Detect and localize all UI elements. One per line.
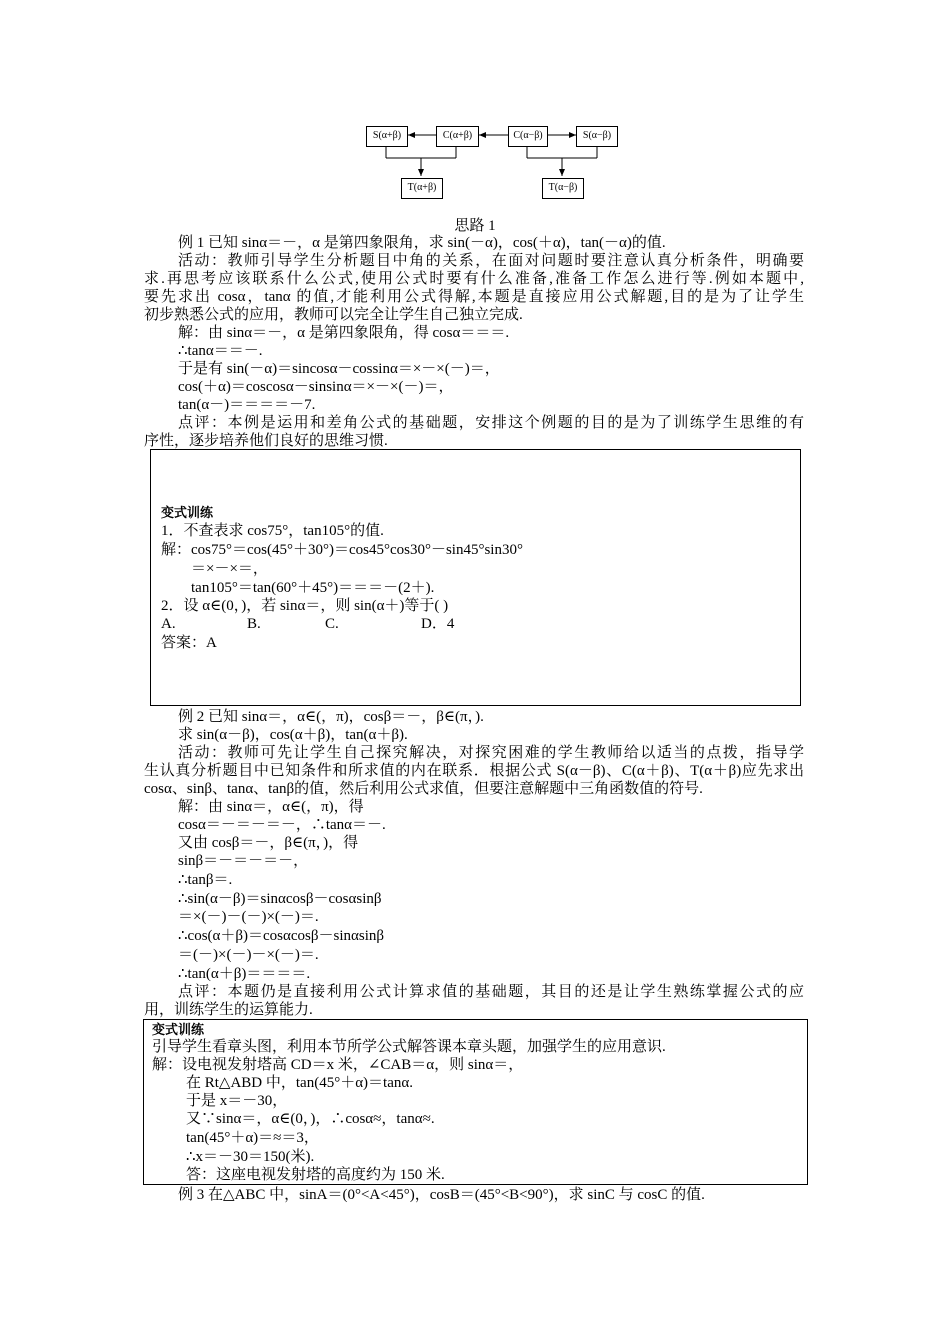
training1-option-a: A. (161, 616, 176, 632)
ex2-solution-line: 解：由 sinα＝，α∈(，π)，得 (178, 799, 364, 815)
box-s-plus: S(α+β) (366, 126, 408, 147)
training1-option-d: D．4 (421, 616, 455, 632)
ex3-question: 例 3 在△ABC 中，sinA＝(0°<A<45°)，cosB＝(45°<B<90°)，求 sinC 与 cosC 的值. (178, 1187, 705, 1203)
training-box-2 (143, 1019, 808, 1185)
box-s-minus: S(α−β) (576, 126, 618, 147)
training1-line: 2．设 α∈(0，)，若 sinα＝，则 sin(α＋)等于( ) (161, 598, 449, 614)
training2-line: ∴x＝－30＝150(米). (186, 1149, 315, 1165)
ex2-comment-line: 点评：本题仍是直接利用公式计算求值的基础题，其目的还是让学生熟练掌握公式的应 (178, 984, 804, 1000)
diagram-connectors (0, 0, 950, 210)
box-t-plus: T(α+β) (401, 178, 443, 199)
box-c-plus: C(α+β) (436, 126, 479, 147)
box-c-minus: C(α−β) (508, 126, 548, 147)
ex2-solution-line: ∴tan(α＋β)＝＝＝＝. (178, 966, 311, 982)
caption: 思路 1 (454, 218, 496, 234)
ex2-question-line: 求 sin(α－β)，cos(α＋β)，tan(α＋β). (178, 727, 408, 743)
training2-title: 变式训练 (152, 1022, 205, 1037)
ex1-activity-line: 初步熟悉公式的应用，教师可以完全让学生自己独立完成. (144, 307, 523, 323)
ex2-solution-line: ∴sin(α－β)＝sinαcosβ－cosαsinβ (178, 891, 382, 907)
training2-line: 于是 x＝－30， (186, 1093, 288, 1109)
ex2-comment-line: 用，训练学生的运算能力. (144, 1002, 313, 1018)
training1-title: 变式训练 (161, 505, 214, 520)
ex1-activity-line: 要先求出 cosα，tanα 的值,才能利用公式得解,本题是直接应用公式解题,目的是为了让学生 (144, 289, 804, 305)
ex1-activity-line: 活动：教师引导学生分析题目中角的关系，在面对问题时要注意认真分析条件，明确要 (178, 253, 804, 269)
ex2-solution-line: cosα＝－＝－＝－，∴tanα＝－. (178, 817, 386, 833)
ex1-activity-line: 求.再思考应该联系什么公式,使用公式时要有什么准备,准备工作怎么进行等.例如本题中, (144, 271, 804, 287)
ex1-solution-line: cos(＋α)＝coscosα－sinsinα＝×－×(－)＝， (178, 379, 454, 395)
ex1-question: 例 1 已知 sinα＝－，α 是第四象限角，求 sin(－α)，cos(＋α)，tan(－α)的值. (178, 235, 666, 251)
ex1-solution-line: ∴tanα＝＝－. (178, 343, 263, 359)
training1-line: tan105°＝tan(60°＋45°)＝＝＝－(2＋). (191, 580, 435, 596)
ex1-solution-line: 于是有 sin(－α)＝sincosα－cossinα＝×－×(－)＝， (178, 361, 500, 377)
training-box-1 (150, 449, 801, 706)
training1-option-b: B. (247, 616, 261, 632)
training1-option-c: C. (325, 616, 339, 632)
ex2-solution-line: ∴cos(α＋β)＝cosαcosβ－sinαsinβ (178, 928, 385, 944)
ex2-solution-line: ∴tanβ＝. (178, 872, 233, 888)
training2-line: tan(45°＋α)＝≈＝3， (186, 1130, 319, 1146)
training2-line: 又∵sinα＝，α∈(0，)，∴cosα≈，tanα≈. (186, 1111, 435, 1127)
training1-line: ＝×－×＝， (191, 561, 268, 577)
training1-line: 解：cos75°＝cos(45°＋30°)＝cos45°cos30°－sin45°sin30° (161, 542, 523, 558)
ex2-activity-line: 活动：教师可先让学生自己探究解决，对探究困难的学生教师给以适当的点拨，指导学 (178, 745, 804, 761)
training1-line: 1．不查表求 cos75°，tan105°的值. (161, 523, 384, 539)
ex2-solution-line: ＝(－)×(－)－×(－)＝. (178, 947, 319, 963)
ex1-comment-line: 点评：本例是运用和差角公式的基础题，安排这个例题的目的是为了训练学生思维的有 (178, 415, 804, 431)
ex1-comment-line: 序性，逐步培养他们良好的思维习惯. (144, 433, 388, 449)
ex2-solution-line: ＝×(－)－(－)×(－)＝. (178, 909, 319, 925)
ex1-solution-line: 解：由 sinα＝－，α 是第四象限角，得 cosα＝＝＝. (178, 325, 510, 341)
ex2-activity-line: 生认真分析题目中已知条件和所求值的内在联系．根据公式 S(α－β)、C(α＋β)、T(α＋β)应先求出 (144, 763, 804, 779)
training2-line: 答：这座电视发射塔的高度约为 150 米. (186, 1167, 445, 1183)
ex2-question-line: 例 2 已知 sinα＝，α∈(，π)，cosβ＝－，β∈(π，). (178, 709, 484, 725)
ex1-solution-line: tan(α－)＝＝＝＝－7. (178, 397, 316, 413)
training2-line: 解：设电视发射塔高 CD＝x 米，∠CAB＝α，则 sinα＝， (152, 1057, 524, 1073)
ex2-solution-line: 又由 cosβ＝－，β∈(π，)，得 (178, 835, 359, 851)
ex2-activity-line: cosα、sinβ、tanα、tanβ的值，然后利用公式求值，但要注意解题中三角函数值的符号. (144, 781, 703, 797)
ex2-solution-line: sinβ＝－＝－＝－， (178, 853, 309, 869)
training1-answer: 答案：A (161, 635, 217, 651)
training2-line: 引导学生看章头图，利用本节所学公式解答课本章头题，加强学生的应用意识. (152, 1039, 666, 1055)
box-t-minus: T(α−β) (542, 178, 584, 199)
training2-line: 在 Rt△ABD 中，tan(45°＋α)＝tanα. (186, 1075, 413, 1091)
